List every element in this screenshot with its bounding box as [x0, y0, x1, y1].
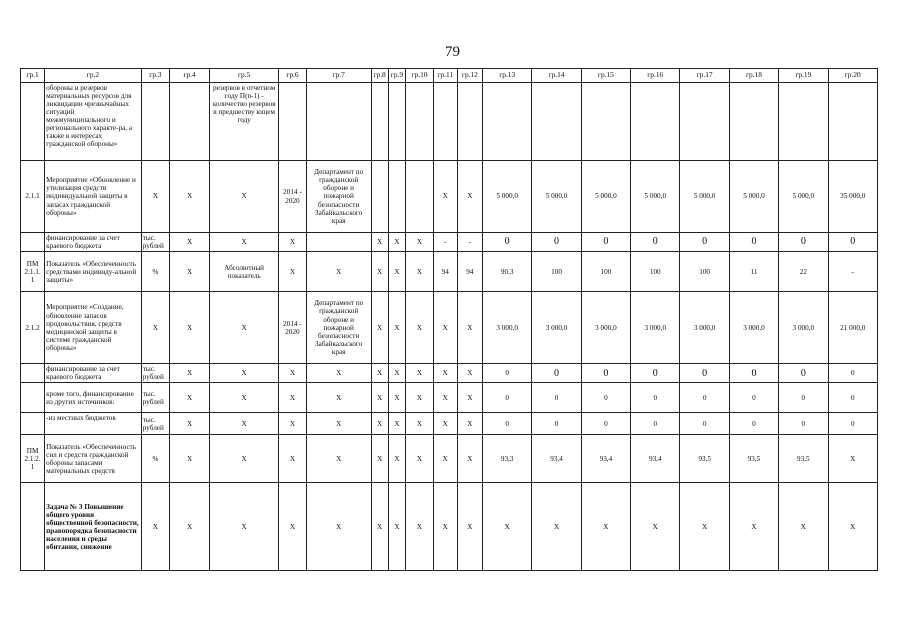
cell: X — [141, 483, 169, 571]
cell-value: 100 — [532, 252, 581, 292]
cell-value: 5 000,0 — [729, 161, 778, 233]
cell — [406, 161, 433, 233]
cell-value: 0 — [631, 233, 680, 252]
cell — [21, 83, 45, 161]
cell-value: 3 000,0 — [779, 292, 828, 364]
cell: X — [279, 413, 306, 435]
cell: X — [170, 364, 210, 383]
cell: X — [210, 161, 279, 233]
cell: X — [210, 292, 279, 364]
cell-period: 2014 - 2020 — [279, 292, 306, 364]
cell — [371, 83, 388, 161]
cell: X — [306, 483, 371, 571]
cell-value: 0 — [779, 233, 828, 252]
cell: X — [279, 364, 306, 383]
cell-value: 93,4 — [631, 435, 680, 483]
cell: X — [306, 413, 371, 435]
cell — [21, 413, 45, 435]
cell: X — [433, 383, 457, 413]
cell-value: 21 000,0 — [828, 292, 877, 364]
cell — [457, 83, 482, 161]
cell-name: Мероприятие «Обновление и утилизация средств индивидуальной защиты в запасах гражданской обороны» — [45, 161, 142, 233]
cell: X — [279, 252, 306, 292]
cell-value: 3 000,0 — [532, 292, 581, 364]
cell-value: 0 — [581, 383, 630, 413]
cell-value: 0 — [483, 383, 532, 413]
cell-name: финансирование за счет краевого бюджета — [45, 364, 142, 383]
table-row — [21, 233, 878, 252]
cell-value: 0 — [581, 364, 630, 383]
cell-name: кроме того, финансирование из других источников: — [45, 383, 142, 413]
cell: X — [680, 483, 729, 571]
cell — [306, 83, 371, 161]
cell: X — [279, 483, 306, 571]
cell-method: Абсолютный показатель — [210, 252, 279, 292]
cell-value: 5 000,0 — [532, 161, 581, 233]
cell-value: 3 000,0 — [631, 292, 680, 364]
cell: X — [433, 483, 457, 571]
cell: X — [631, 483, 680, 571]
cell: X — [406, 383, 433, 413]
cell — [170, 83, 210, 161]
cell-value: 0 — [631, 413, 680, 435]
cell: X — [210, 413, 279, 435]
cell: X — [457, 292, 482, 364]
cell-name: Показатель «Обеспеченность средствами индивиду-альной защиты» — [45, 252, 142, 292]
cell — [483, 83, 532, 161]
cell-responsible: Департамент по гражданской обороне и пожарной безопасности Забайкальского края — [306, 161, 371, 233]
cell-value: 93,3 — [483, 435, 532, 483]
col-header: гр.20 — [828, 69, 877, 83]
col-header: гр.2 — [45, 69, 142, 83]
cell: X — [170, 252, 210, 292]
table-row — [21, 383, 878, 413]
cell-unit: % — [141, 435, 169, 483]
cell — [406, 83, 433, 161]
cell: X — [388, 483, 406, 571]
cell — [680, 83, 729, 161]
cell: X — [170, 435, 210, 483]
cell-value: 3 000,0 — [729, 292, 778, 364]
cell — [388, 83, 406, 161]
cell: X — [279, 233, 306, 252]
cell-value: 90,3 — [483, 252, 532, 292]
table-row — [21, 292, 878, 364]
cell: X — [371, 364, 388, 383]
cell — [631, 83, 680, 161]
cell: X — [306, 435, 371, 483]
cell: X — [729, 483, 778, 571]
cell-value: 0 — [581, 233, 630, 252]
col-header: гр.1 — [21, 69, 45, 83]
cell-value: 0 — [483, 413, 532, 435]
cell-name: обороны и резервов материальных ресурсов для ликвидации чрезвычайных ситуаций межмуниципального и регионального характе-ра, а также в интересах гражданской обороны» — [45, 83, 142, 161]
cell: X — [388, 292, 406, 364]
table-row — [21, 83, 878, 161]
cell: X — [388, 435, 406, 483]
cell-value: 0 — [581, 413, 630, 435]
cell: X — [779, 483, 828, 571]
cell-value: 3 000,0 — [483, 292, 532, 364]
cell-value: 22 — [779, 252, 828, 292]
cell: X — [371, 413, 388, 435]
cell: X — [457, 413, 482, 435]
cell-code: ПМ 2.1.1. 1 — [21, 252, 45, 292]
cell: X — [388, 413, 406, 435]
cell: 94 — [433, 252, 457, 292]
cell: X — [406, 483, 433, 571]
cell: X — [170, 413, 210, 435]
cell-value: 100 — [631, 252, 680, 292]
cell-value: 0 — [828, 383, 877, 413]
cell: X — [210, 483, 279, 571]
cell-value: 0 — [532, 413, 581, 435]
col-header: гр.3 — [141, 69, 169, 83]
cell-period: 2014 - 2020 — [279, 161, 306, 233]
cell — [779, 83, 828, 161]
cell-unit: тыс. рублей — [141, 233, 169, 252]
cell: X — [457, 383, 482, 413]
table-row — [21, 413, 878, 435]
cell: X — [170, 292, 210, 364]
cell: X — [141, 292, 169, 364]
cell-value: 0 — [631, 364, 680, 383]
cell: X — [371, 383, 388, 413]
cell — [433, 83, 457, 161]
cell-value: 5 000,0 — [680, 161, 729, 233]
col-header: гр.15 — [581, 69, 630, 83]
col-header: гр.7 — [306, 69, 371, 83]
cell: X — [306, 252, 371, 292]
cell-value: 100 — [680, 252, 729, 292]
cell-code: 2.1.1 — [21, 161, 45, 233]
col-header: гр.9 — [388, 69, 406, 83]
cell: - — [433, 233, 457, 252]
cell: X — [371, 233, 388, 252]
cell: X — [433, 161, 457, 233]
cell-value: 0 — [483, 233, 532, 252]
cell-value: 5 000,0 — [779, 161, 828, 233]
cell-value: 5 000,0 — [581, 161, 630, 233]
cell: X — [457, 161, 482, 233]
cell-value: 0 — [729, 364, 778, 383]
cell-value: 0 — [680, 233, 729, 252]
cell-unit: тыс. рублей — [141, 383, 169, 413]
cell: X — [371, 435, 388, 483]
table-row — [21, 252, 878, 292]
cell — [21, 483, 45, 571]
cell-unit: тыс. рублей — [141, 364, 169, 383]
cell: X — [170, 483, 210, 571]
cell-value: 93,5 — [680, 435, 729, 483]
cell: X — [388, 252, 406, 292]
cell-method: резервов в отчетном году П(n-1) - количество резервов в предшеству ющем году — [210, 83, 279, 161]
cell: - — [457, 233, 482, 252]
cell: X — [406, 252, 433, 292]
cell: X — [388, 233, 406, 252]
cell: X — [388, 383, 406, 413]
cell — [371, 161, 388, 233]
cell-value: 0 — [779, 364, 828, 383]
cell: X — [406, 364, 433, 383]
cell-value: 3 000,0 — [581, 292, 630, 364]
cell — [21, 383, 45, 413]
col-header: гр.4 — [170, 69, 210, 83]
cell-value: 0 — [532, 233, 581, 252]
cell-name: финансирование за счет краевого бюджета — [45, 233, 142, 252]
table-row — [21, 364, 878, 383]
cell — [306, 233, 371, 252]
cell-value: 5 000,0 — [631, 161, 680, 233]
task-title: Задача № 3 Повышение общего уровня общественной безопасности, правопорядка безопасности населения и среды обитания, снижение — [45, 483, 142, 571]
cell-value: 93,4 — [532, 435, 581, 483]
cell-value: 93,4 — [581, 435, 630, 483]
cell-value: 93,5 — [729, 435, 778, 483]
cell: X — [406, 435, 433, 483]
cell: 94 — [457, 252, 482, 292]
cell-value: 93,5 — [779, 435, 828, 483]
cell: X — [141, 161, 169, 233]
cell-value: 0 — [828, 233, 877, 252]
cell: X — [457, 364, 482, 383]
cell-value: 5 000,0 — [483, 161, 532, 233]
cell-value: X — [828, 435, 877, 483]
cell-value: 100 — [581, 252, 630, 292]
cell-name: -из местных бюджетов — [45, 413, 142, 435]
cell-unit: тыс. рублей — [141, 413, 169, 435]
cell-name: Показатель «Обеспеченность сил и средств гражданской обороны запасами материальных средств — [45, 435, 142, 483]
cell: X — [433, 292, 457, 364]
cell: X — [483, 483, 532, 571]
cell-value: 0 — [729, 233, 778, 252]
cell — [532, 83, 581, 161]
cell: X — [371, 483, 388, 571]
col-header: гр.12 — [457, 69, 482, 83]
cell — [21, 233, 45, 252]
cell-responsible: Департамент по гражданской обороне и пожарной безопасности Забайкальского края — [306, 292, 371, 364]
cell-value: 0 — [680, 413, 729, 435]
cell: X — [532, 483, 581, 571]
cell: X — [388, 364, 406, 383]
cell: X — [170, 233, 210, 252]
cell-value: 0 — [483, 364, 532, 383]
cell: X — [279, 383, 306, 413]
cell: X — [433, 413, 457, 435]
cell: X — [170, 383, 210, 413]
col-header: гр.17 — [680, 69, 729, 83]
col-header: гр.8 — [371, 69, 388, 83]
cell-value: 0 — [729, 413, 778, 435]
cell-value: 0 — [779, 413, 828, 435]
cell-value: 0 — [779, 383, 828, 413]
cell-value: - — [828, 252, 877, 292]
cell: X — [457, 483, 482, 571]
cell — [21, 364, 45, 383]
cell: X — [170, 161, 210, 233]
cell: X — [406, 292, 433, 364]
col-header: гр.5 — [210, 69, 279, 83]
cell-code: 2.1.2 — [21, 292, 45, 364]
cell-value: 0 — [828, 413, 877, 435]
cell: X — [406, 233, 433, 252]
cell: X — [210, 364, 279, 383]
cell: X — [306, 383, 371, 413]
cell — [388, 161, 406, 233]
cell-value: 0 — [729, 383, 778, 413]
col-header: гр.18 — [729, 69, 778, 83]
cell-value: 0 — [680, 364, 729, 383]
cell: X — [581, 483, 630, 571]
table-row — [21, 435, 878, 483]
cell-value: 0 — [532, 383, 581, 413]
cell: X — [433, 364, 457, 383]
cell-name: Мероприятие «Создание, обновление запасов продовольствия, средств медицинской защиты в системе гражданской обороны» — [45, 292, 142, 364]
col-header: гр.19 — [779, 69, 828, 83]
cell-value: 3 000,0 — [680, 292, 729, 364]
table-row — [21, 483, 878, 571]
cell — [279, 83, 306, 161]
cell-value: 0 — [631, 383, 680, 413]
cell: X — [828, 483, 877, 571]
cell: X — [210, 435, 279, 483]
cell-unit: % — [141, 252, 169, 292]
cell-value: 0 — [680, 383, 729, 413]
cell-value: 11 — [729, 252, 778, 292]
cell: X — [210, 383, 279, 413]
cell — [729, 83, 778, 161]
col-header: гр.13 — [483, 69, 532, 83]
cell: X — [306, 364, 371, 383]
cell: X — [371, 292, 388, 364]
cell: X — [457, 435, 482, 483]
col-header: гр.14 — [532, 69, 581, 83]
col-header: гр.6 — [279, 69, 306, 83]
col-header: гр.16 — [631, 69, 680, 83]
col-header: гр.11 — [433, 69, 457, 83]
header-row — [21, 69, 878, 83]
cell: X — [210, 233, 279, 252]
cell-value: 0 — [532, 364, 581, 383]
cell-value: 35 000,0 — [828, 161, 877, 233]
cell-code: ПМ 2.1.2. 1 — [21, 435, 45, 483]
cell — [828, 83, 877, 161]
cell: X — [371, 252, 388, 292]
cell — [581, 83, 630, 161]
col-header: гр.10 — [406, 69, 433, 83]
table-row — [21, 161, 878, 233]
cell-value: 0 — [828, 364, 877, 383]
cell: X — [279, 435, 306, 483]
cell: X — [406, 413, 433, 435]
program-table — [20, 68, 878, 571]
page-number: 79 — [445, 44, 460, 60]
cell — [141, 83, 169, 161]
cell: X — [433, 435, 457, 483]
